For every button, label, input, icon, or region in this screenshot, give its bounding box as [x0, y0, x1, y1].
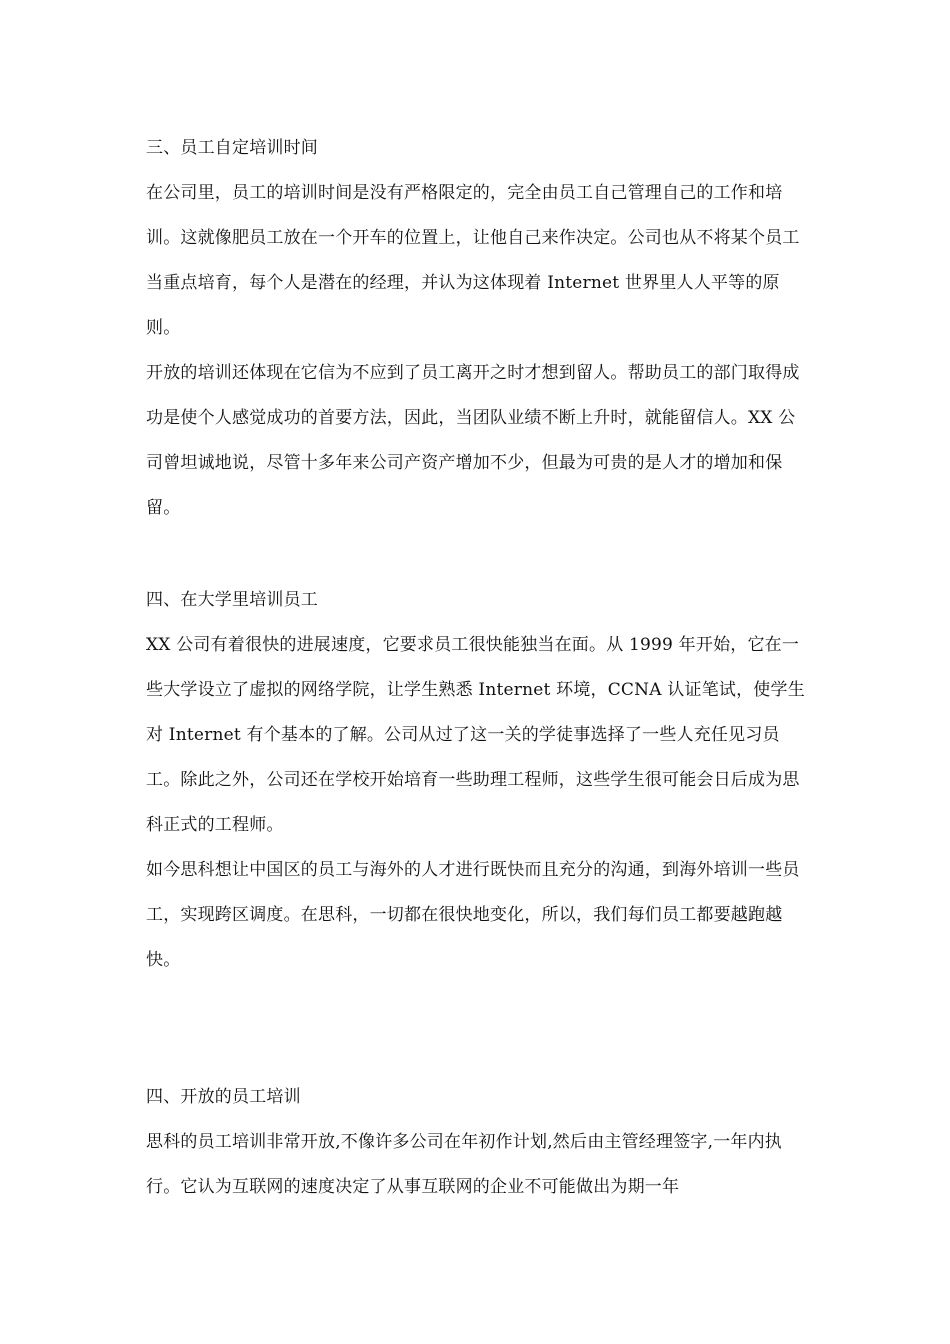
paragraph: 思科的员工培训非常开放,不像许多公司在年初作计划,然后由主管经理签字,一年内执行。它认为互联网的速度决定了从事互联网的企业不可能做出为期一年 — [146, 1132, 783, 1197]
section-self-scheduled-training — [146, 126, 811, 531]
paragraph: 如今思科想让中国区的员工与海外的人才进行既快而且充分的沟通，到海外培训一些员工，实现跨区调度。在思科，一切都在很快地变化，所以，我们每们员工都要越跑越快。 — [146, 860, 800, 970]
section-heading: 四、在大学里培训员工 — [146, 590, 318, 610]
paragraph: XX 公司有着很快的进展速度，它要求员工很快能独当在面。从 1999 年开始，它在一些大学设立了虚拟的网络学院，让学生熟悉 Internet 环境，CCNA 认证笔试，使学生对 Internet 有个基本的了解。公司从过了这一关的学徒事选择了一些人充任见习员工。除此之外，公司还在学校开始培育一些助理工程师，这些学生很可能会日后成为思科正式的工程师。 — [146, 635, 805, 835]
document-page — [146, 126, 811, 1210]
section-spacer — [146, 531, 811, 578]
section-open-training — [146, 1075, 811, 1210]
section-spacer — [146, 983, 811, 1075]
paragraph: 在公司里，员工的培训时间是没有严格限定的，完全由员工自己管理自己的工作和培训。这就像肥员工放在一个开车的位置上，让他自己来作决定。公司也从不将某个员工当重点培育，每个人是潜在的经理，并认为这体现着 Internet 世界里人人平等的原则。 — [146, 183, 800, 338]
section-university-training — [146, 578, 811, 983]
section-heading: 四、开放的员工培训 — [146, 1087, 301, 1107]
paragraph: 开放的培训还体现在它信为不应到了员工离开之时才想到留人。帮助员工的部门取得成功是使个人感觉成功的首要方法，因此，当团队业绩不断上升时，就能留信人。XX 公司曾坦诚地说，尽管十多年来公司产资产增加不少，但最为可贵的是人才的增加和保留。 — [146, 363, 800, 518]
section-heading: 三、员工自定培训时间 — [146, 138, 318, 158]
